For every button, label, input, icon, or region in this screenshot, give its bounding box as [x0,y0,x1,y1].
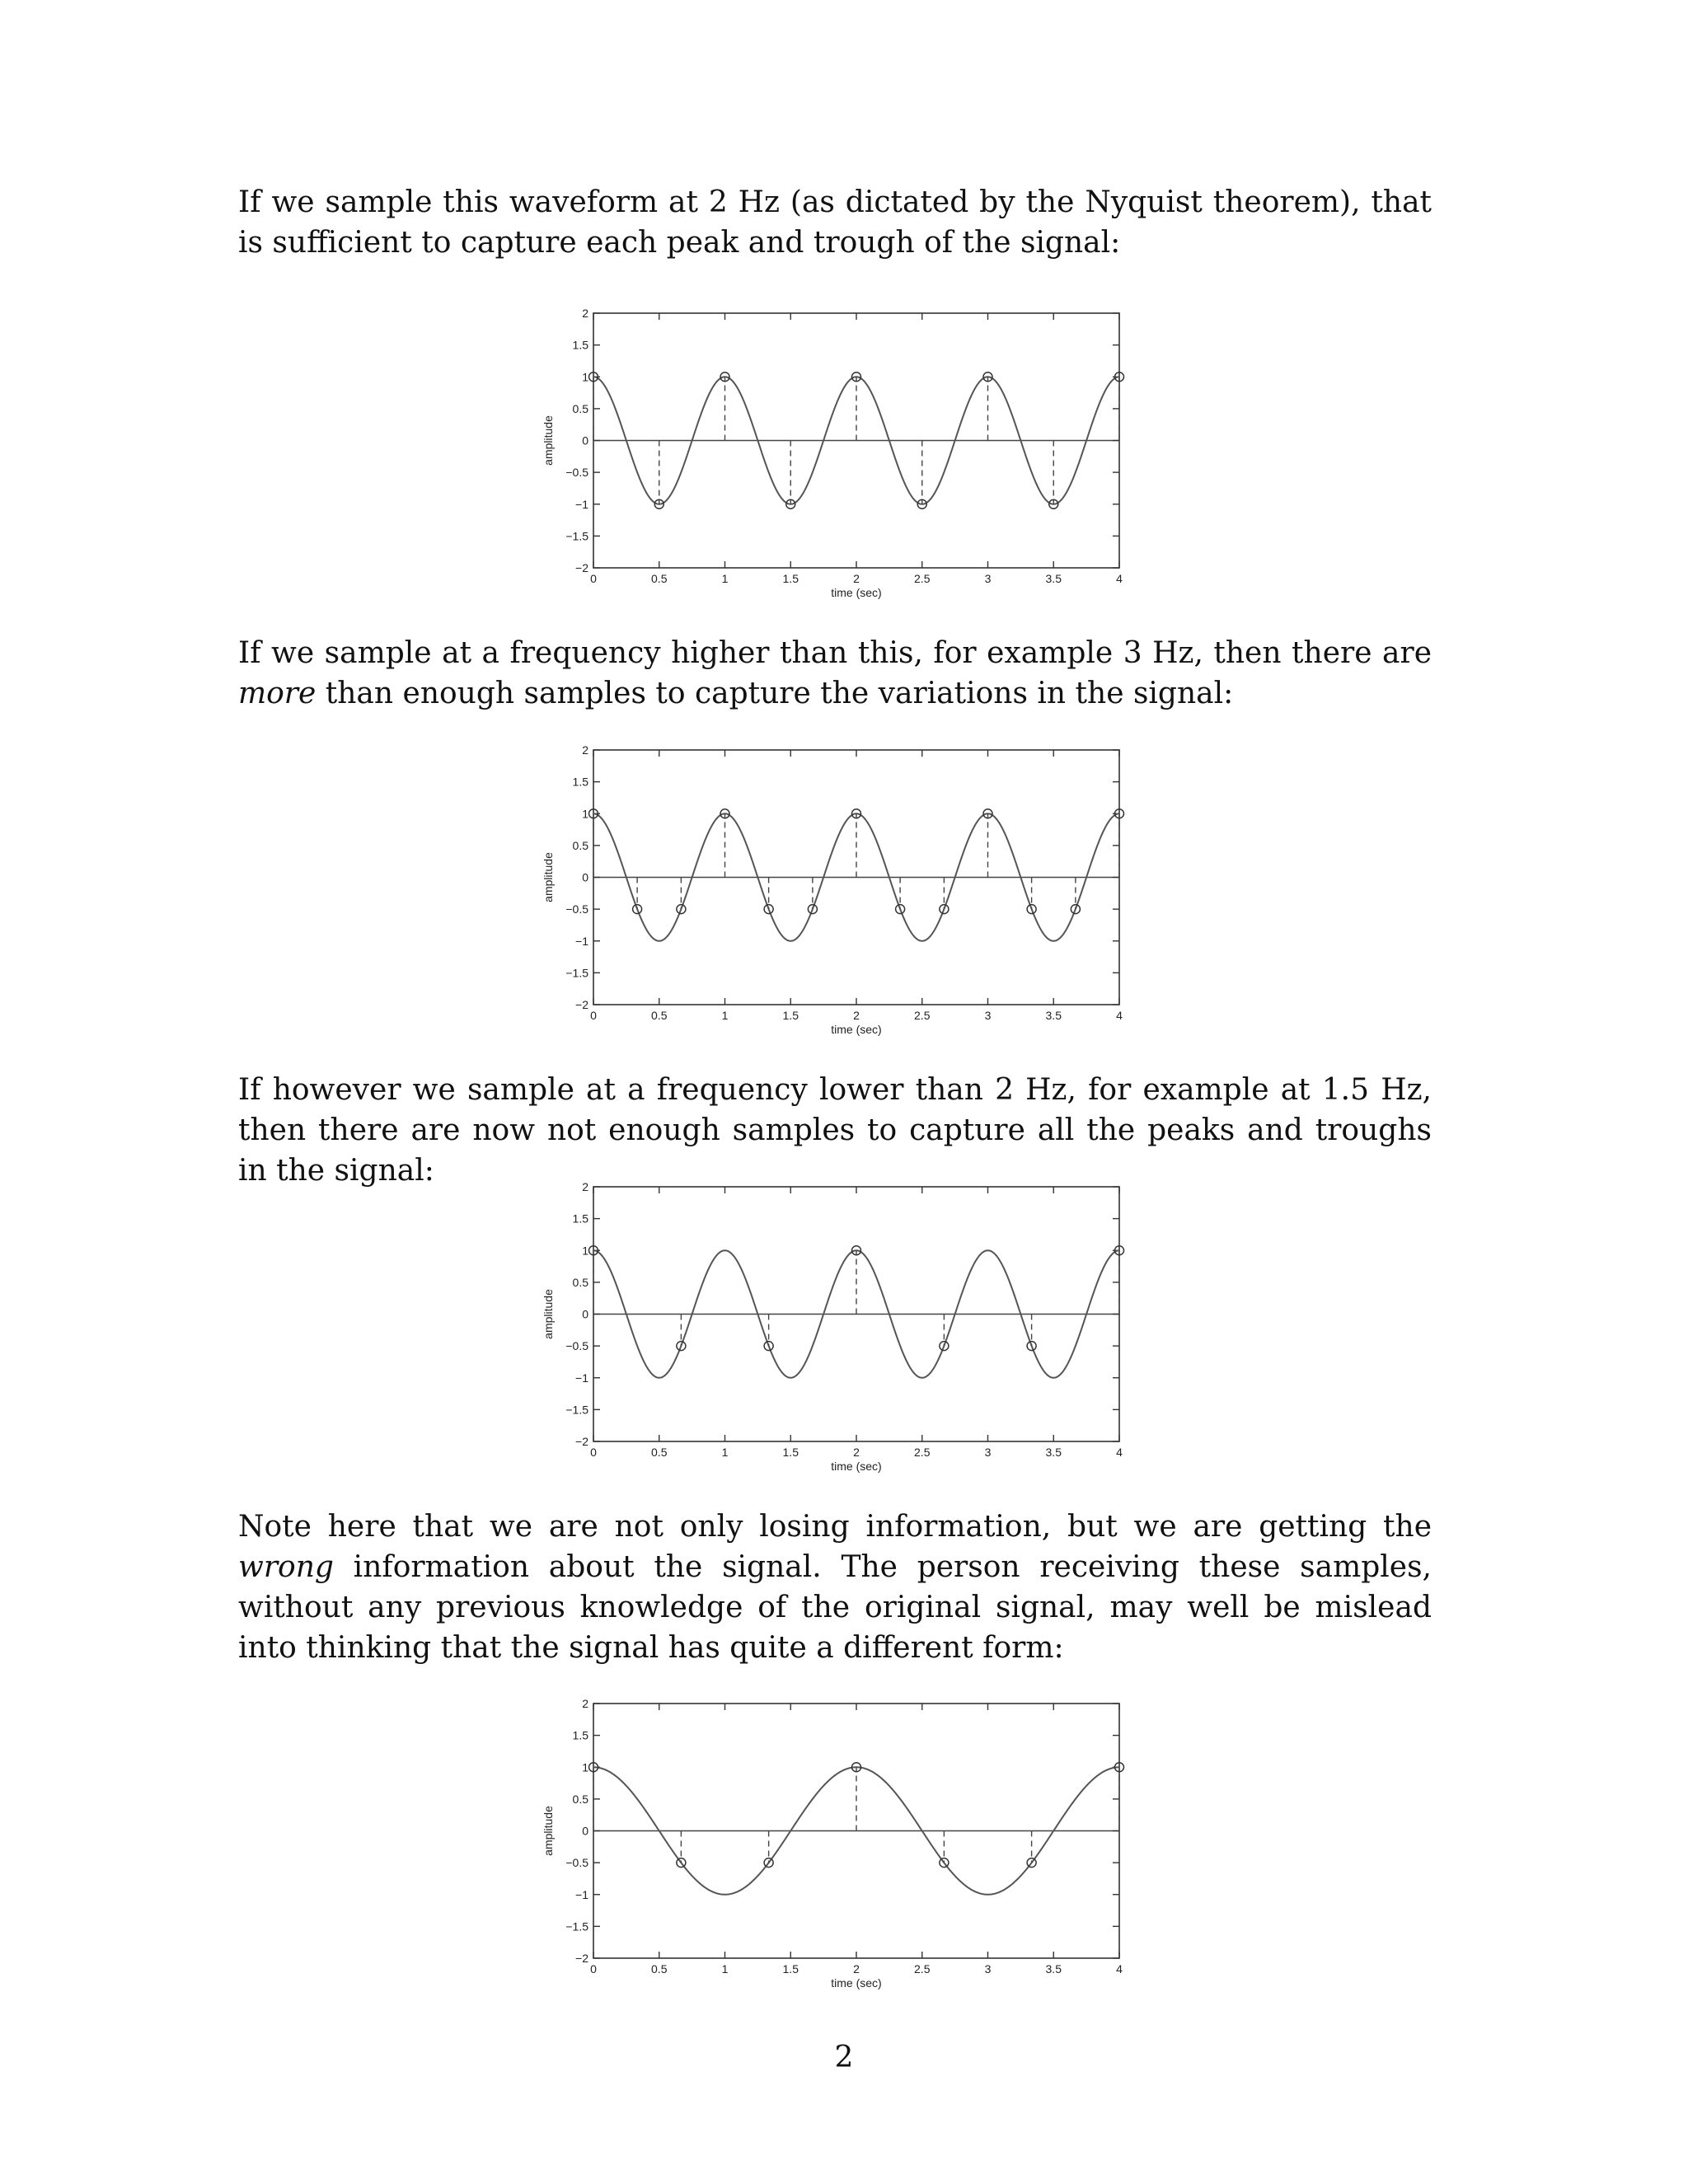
x-tick-label: 4 [1116,1962,1123,1975]
x-tick-label: 2.5 [914,1962,931,1975]
y-axis-label: amplitude [542,1806,555,1856]
paragraph-text: Note here that we are not only losing information, but we are getting the [238,1510,1432,1544]
plot-aliased-signal [528,1687,1129,2017]
paragraph-text: than enough samples to capture the variations in the signal: [316,677,1234,710]
paragraph-text: If we sample at a frequency higher than this, for example 3 Hz, then there are [238,636,1432,670]
plot-sample-1-5hz [528,1170,1129,1500]
plot-sample-2hz [528,297,1129,626]
x-tick-label: 1.5 [782,572,799,585]
x-tick-label: 3.5 [1045,1962,1062,1975]
emphasis-more: more [238,677,316,710]
paragraph-text: information about the signal. The person receiving these samples, without any previous knowledge of the original signal, may well be mislead into thinking that the signal has quite a different form: [238,1550,1432,1665]
x-tick-label: 1.5 [782,1962,799,1975]
emphasis-wrong: wrong [238,1550,334,1584]
x-tick-label: 3.5 [1045,1446,1062,1459]
y-axis-label: amplitude [542,1289,555,1339]
x-tick-label: 2 [853,1446,860,1459]
paragraph-aliasing-note [238,1507,1432,1668]
paragraph-nyquist-intro [238,182,1432,263]
x-tick-label: 2.5 [914,1009,931,1022]
y-tick-label: −0.5 [565,902,588,916]
y-tick-label: 1.5 [572,1728,588,1742]
y-tick-label: −0.5 [565,466,588,480]
y-tick-label: −2 [575,998,588,1011]
y-tick-label: −2 [575,1435,588,1448]
x-tick-label: 1.5 [782,1009,799,1022]
x-tick-label: 0 [590,572,597,585]
y-tick-label: −1.5 [565,966,588,980]
x-tick-label: 2 [853,1009,860,1022]
y-tick-label: −2 [575,561,588,574]
y-tick-label: 1 [582,1760,588,1774]
plot-sample-3hz [528,733,1129,1063]
x-tick-label: 0.5 [651,1009,668,1022]
x-tick-label: 4 [1116,1009,1123,1022]
x-axis-label: time (sec) [831,1023,882,1036]
x-tick-label: 0 [590,1446,597,1459]
x-tick-label: 0.5 [651,1446,668,1459]
y-tick-label: −1 [575,1887,588,1901]
y-tick-label: 0 [582,434,588,448]
y-tick-label: −2 [575,1952,588,1965]
x-tick-label: 0.5 [651,1962,668,1975]
y-tick-label: −0.5 [565,1856,588,1870]
y-tick-label: −1.5 [565,1403,588,1417]
paragraph-text: If we sample this waveform at 2 Hz (as dictated by the Nyquist theorem), that is sufficient to capture each peak and trough of the signal: [238,185,1432,260]
x-tick-label: 3 [984,1446,992,1459]
y-tick-label: 1.5 [572,338,588,352]
y-tick-label: 0.5 [572,1275,588,1289]
x-tick-label: 3 [984,1009,992,1022]
x-tick-label: 1.5 [782,1446,799,1459]
x-tick-label: 3 [984,572,992,585]
x-tick-label: 4 [1116,572,1123,585]
paragraph-oversampling [238,633,1432,714]
x-tick-label: 0.5 [651,572,668,585]
y-tick-label: 2 [582,1180,588,1193]
x-tick-label: 2.5 [914,572,931,585]
y-tick-label: 0 [582,1824,588,1838]
y-tick-label: 0 [582,1307,588,1321]
y-tick-label: 1.5 [572,1212,588,1226]
y-tick-label: 0.5 [572,838,588,852]
x-tick-label: 1 [721,1446,729,1459]
x-tick-label: 0 [590,1009,597,1022]
y-tick-label: 1.5 [572,775,588,789]
y-tick-label: 2 [582,307,588,320]
x-axis-label: time (sec) [831,1976,882,1990]
y-axis-label: amplitude [542,415,555,466]
y-tick-label: 1 [582,370,588,384]
x-tick-label: 2 [853,1962,860,1975]
y-tick-label: 2 [582,743,588,757]
x-axis-label: time (sec) [831,586,882,599]
y-tick-label: −1 [575,497,588,511]
x-tick-label: 4 [1116,1446,1123,1459]
x-axis-label: time (sec) [831,1460,882,1473]
x-tick-label: 3 [984,1962,992,1975]
y-tick-label: 1 [582,807,588,821]
page-number: 2 [834,2041,854,2074]
y-tick-label: −0.5 [565,1339,588,1353]
y-tick-label: −1.5 [565,1919,588,1933]
x-tick-label: 0 [590,1962,597,1975]
y-tick-label: 0.5 [572,1792,588,1806]
x-tick-label: 1 [721,1009,729,1022]
y-tick-label: −1 [575,1371,588,1385]
y-tick-label: 1 [582,1244,588,1258]
x-tick-label: 1 [721,572,729,585]
x-tick-label: 3.5 [1045,572,1062,585]
paragraph-text: If however we sample at a frequency lower than 2 Hz, for example at 1.5 Hz, then there are now not enough samples to capture all the peaks and troughs in the signal: [238,1073,1432,1188]
y-tick-label: 0.5 [572,401,588,415]
y-tick-label: 0 [582,870,588,884]
x-tick-label: 1 [721,1962,729,1975]
y-tick-label: −1 [575,934,588,948]
y-tick-label: −1.5 [565,529,588,543]
y-tick-label: 2 [582,1697,588,1710]
y-axis-label: amplitude [542,852,555,902]
x-tick-label: 2.5 [914,1446,931,1459]
x-tick-label: 3.5 [1045,1009,1062,1022]
x-tick-label: 2 [853,572,860,585]
